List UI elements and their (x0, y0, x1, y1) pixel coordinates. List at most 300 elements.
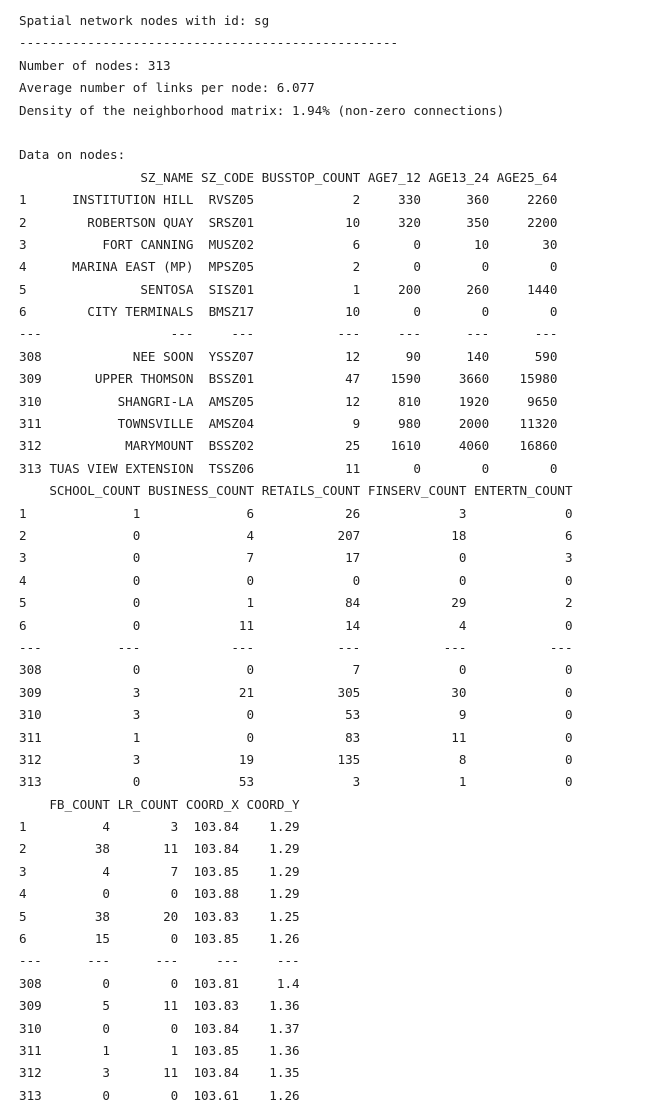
table-cell: 10 (261, 304, 361, 320)
table-row (19, 391, 573, 413)
table-cell: 1590 (367, 371, 421, 387)
data-label: Data on nodes: (19, 147, 126, 163)
table-cell: 30 (367, 684, 467, 700)
table-row (19, 906, 573, 928)
table-cell: 0 (49, 572, 141, 588)
table-cell: 103.84 (185, 1020, 239, 1036)
table-cell: 3660 (428, 371, 490, 387)
table-cell: 260 (428, 281, 490, 297)
table-cell: 0 (117, 931, 179, 947)
table-cell: 1 (49, 729, 141, 745)
table-cell: 350 (428, 214, 490, 230)
table-row (19, 368, 573, 390)
table-cell: 15 (49, 931, 111, 947)
table-cell: 1.36 (246, 998, 300, 1014)
row-index: --- (19, 326, 42, 342)
table-row (19, 435, 573, 457)
row-index: 310 (19, 707, 42, 723)
table-header-row (19, 480, 573, 502)
table-row (19, 727, 573, 749)
table-cell: 9 (367, 707, 467, 723)
table-cell: TUAS VIEW EXTENSION (49, 460, 194, 476)
table-cell: INSTITUTION HILL (49, 192, 194, 208)
table-header-row (19, 794, 573, 816)
column-header: BUSSTOP_COUNT (261, 169, 361, 185)
table-cell: 26 (261, 505, 361, 521)
table-cell: 0 (117, 975, 179, 991)
table-row (19, 189, 573, 211)
table-cell: --- (49, 953, 111, 969)
table-row (19, 279, 573, 301)
table-cell: 0 (367, 460, 421, 476)
row-index: --- (19, 639, 42, 655)
table-cell: --- (496, 326, 558, 342)
table-cell: 0 (474, 684, 573, 700)
table-cell: 38 (49, 841, 111, 857)
table-cell: 1440 (496, 281, 558, 297)
row-index: 5 (19, 595, 42, 611)
row-index: 312 (19, 751, 42, 767)
table-cell: 19 (147, 751, 255, 767)
table-cell: 0 (428, 304, 490, 320)
table-cell: BMSZ17 (201, 304, 255, 320)
column-header: SZ_NAME (49, 169, 194, 185)
table-cell: 11 (117, 1065, 179, 1081)
table-cell: 0 (496, 304, 558, 320)
table-cell: 103.85 (185, 863, 239, 879)
table-cell: --- (474, 639, 573, 655)
table-cell: 0 (474, 572, 573, 588)
table-cell: 6 (261, 236, 361, 252)
table-cell: MARINA EAST (MP) (49, 259, 194, 275)
table-cell: 9 (261, 416, 361, 432)
table-cell: 0 (49, 617, 141, 633)
table-cell: 0 (49, 886, 111, 902)
row-index: 2 (19, 527, 42, 543)
table-cell: 0 (49, 527, 141, 543)
table-row (19, 234, 573, 256)
table-cell: 0 (49, 550, 141, 566)
table-header-row (19, 167, 573, 189)
table-cell: 0 (367, 259, 421, 275)
table-cell: 1 (147, 595, 255, 611)
table-cell: 1610 (367, 438, 421, 454)
table-cell: 2260 (496, 192, 558, 208)
table-row (19, 950, 573, 972)
table-cell: 103.83 (185, 998, 239, 1014)
table-cell: 590 (496, 348, 558, 364)
table-cell: MPSZ05 (201, 259, 255, 275)
table-cell: AMSZ04 (201, 416, 255, 432)
row-index: 1 (19, 819, 42, 835)
table-row (19, 1085, 573, 1107)
table-cell: 0 (367, 304, 421, 320)
table-row (19, 525, 573, 547)
table-row (19, 771, 573, 793)
table-row (19, 1062, 573, 1084)
table-cell: 3 (117, 819, 179, 835)
row-index: 311 (19, 729, 42, 745)
table-cell: SENTOSA (49, 281, 194, 297)
table-cell: 83 (261, 729, 361, 745)
row-index: 1 (19, 192, 42, 208)
table-cell: 0 (147, 572, 255, 588)
table-cell: 305 (261, 684, 361, 700)
table-cell: 12 (261, 393, 361, 409)
table-cell: 135 (261, 751, 361, 767)
table-cell: BSSZ02 (201, 438, 255, 454)
separator-line: -------------------------------------------------- (19, 35, 399, 51)
row-index: 5 (19, 908, 42, 924)
table-cell: 6 (474, 527, 573, 543)
table-cell: 0 (474, 707, 573, 723)
table-cell: 3 (367, 505, 467, 521)
table-cell: 30 (496, 236, 558, 252)
row-index: 3 (19, 550, 42, 566)
table-cell: 320 (367, 214, 421, 230)
table-cell: 1.29 (246, 886, 300, 902)
table-row (19, 973, 573, 995)
table-cell: 17 (261, 550, 361, 566)
table-row (19, 704, 573, 726)
column-header: AGE25_64 (496, 169, 558, 185)
row-index: 312 (19, 438, 42, 454)
table-cell: 0 (261, 572, 361, 588)
table-row (19, 323, 573, 345)
table-cell: SHANGRI-LA (49, 393, 194, 409)
table-cell: 3 (261, 774, 361, 790)
matrix-density: Density of the neighborhood matrix: 1.94% (non-zero connections) (19, 102, 505, 118)
table-cell: 0 (147, 729, 255, 745)
table-row (19, 570, 573, 592)
table-row (19, 503, 573, 525)
row-index: 3 (19, 236, 42, 252)
table-row (19, 301, 573, 323)
table-cell: 1.4 (246, 975, 300, 991)
table-row (19, 659, 573, 681)
table-cell: --- (185, 953, 239, 969)
table-cell: --- (49, 326, 194, 342)
table-cell: 1 (117, 1042, 179, 1058)
row-index: 309 (19, 684, 42, 700)
column-header: SCHOOL_COUNT (49, 483, 141, 499)
table-row (19, 346, 573, 368)
row-index: 308 (19, 975, 42, 991)
row-index: 310 (19, 393, 42, 409)
output-title: Spatial network nodes with id: sg (19, 13, 270, 28)
column-header: RETAILS_COUNT (261, 483, 361, 499)
table-cell: CITY TERMINALS (49, 304, 194, 320)
table-cell: 4 (49, 863, 111, 879)
column-header: SZ_CODE (201, 169, 255, 185)
table-cell: 0 (496, 259, 558, 275)
table-nodes-part2 (19, 480, 573, 793)
table-cell: 0 (117, 1087, 179, 1103)
table-cell: 2 (261, 259, 361, 275)
table-cell: --- (201, 326, 255, 342)
table-cell: SRSZ01 (201, 214, 255, 230)
table-cell: 3 (49, 1065, 111, 1081)
table-cell: 0 (49, 1020, 111, 1036)
table-cell: 330 (367, 192, 421, 208)
table-cell: 3 (49, 684, 141, 700)
column-header: FINSERV_COUNT (367, 483, 467, 499)
table-cell: 200 (367, 281, 421, 297)
table-cell: 103.85 (185, 931, 239, 947)
table-cell: 84 (261, 595, 361, 611)
table-cell: 9650 (496, 393, 558, 409)
table-cell: 20 (117, 908, 179, 924)
table-cell: 4 (367, 617, 467, 633)
table-cell: 103.61 (185, 1087, 239, 1103)
table-cell: 1.29 (246, 841, 300, 857)
table-cell: 1.36 (246, 1042, 300, 1058)
table-cell: --- (49, 639, 141, 655)
table-cell: 47 (261, 371, 361, 387)
table-cell: 0 (367, 550, 467, 566)
table-row (19, 615, 573, 637)
node-count: Number of nodes: 313 (19, 57, 171, 73)
table-cell: 0 (428, 460, 490, 476)
row-index: 1 (19, 505, 42, 521)
table-cell: 38 (49, 908, 111, 924)
table-cell: 0 (49, 595, 141, 611)
table-cell: 360 (428, 192, 490, 208)
table-cell: 11 (367, 729, 467, 745)
table-cell: 103.84 (185, 841, 239, 857)
table-cell: 0 (474, 662, 573, 678)
table-cell: 2 (261, 192, 361, 208)
table-cell: 1.37 (246, 1020, 300, 1036)
table-cell: 7 (147, 550, 255, 566)
table-cell: 3 (49, 707, 141, 723)
table-row (19, 592, 573, 614)
table-cell: 0 (367, 236, 421, 252)
table-cell: 4 (147, 527, 255, 543)
row-index: 308 (19, 662, 42, 678)
table-cell: NEE SOON (49, 348, 194, 364)
table-nodes-part3 (19, 794, 573, 1107)
table-row (19, 547, 573, 569)
table-cell: 0 (474, 617, 573, 633)
table-cell: SISZ01 (201, 281, 255, 297)
table-row (19, 682, 573, 704)
row-index: 313 (19, 1087, 42, 1103)
table-cell: 1.29 (246, 819, 300, 835)
table-row (19, 861, 573, 883)
table-cell: 103.84 (185, 1065, 239, 1081)
table-cell: 8 (367, 751, 467, 767)
table-row (19, 838, 573, 860)
table-cell: TOWNSVILLE (49, 416, 194, 432)
table-cell: 90 (367, 348, 421, 364)
table-cell: 2200 (496, 214, 558, 230)
column-header: AGE13_24 (428, 169, 490, 185)
table-cell: RVSZ05 (201, 192, 255, 208)
row-index: 3 (19, 863, 42, 879)
table-cell: UPPER THOMSON (49, 371, 194, 387)
table-cell: --- (367, 326, 421, 342)
table-cell: 11 (261, 460, 361, 476)
table-cell: 103.83 (185, 908, 239, 924)
table-row (19, 816, 573, 838)
table-cell: 11 (117, 841, 179, 857)
table-cell: 25 (261, 438, 361, 454)
table-cell: 7 (261, 662, 361, 678)
table-cell: 0 (428, 259, 490, 275)
console-output (19, 10, 573, 1107)
row-index: 5 (19, 281, 42, 297)
table-cell: 0 (49, 774, 141, 790)
row-index: --- (19, 953, 42, 969)
table-cell: 207 (261, 527, 361, 543)
table-cell: 1.26 (246, 1087, 300, 1103)
row-index: 308 (19, 348, 42, 364)
table-cell: 103.88 (185, 886, 239, 902)
row-index: 6 (19, 304, 42, 320)
table-cell: BSSZ01 (201, 371, 255, 387)
table-cell: 53 (261, 707, 361, 723)
row-index: 311 (19, 1042, 42, 1058)
blank-line (19, 122, 573, 144)
row-index: 2 (19, 841, 42, 857)
table-cell: YSSZ07 (201, 348, 255, 364)
table-cell: 11 (117, 998, 179, 1014)
table-cell: --- (117, 953, 179, 969)
table-cell: --- (147, 639, 255, 655)
table-row (19, 458, 573, 480)
table-cell: 0 (49, 662, 141, 678)
row-index: 6 (19, 931, 42, 947)
table-cell: 1 (367, 774, 467, 790)
table-cell: 103.85 (185, 1042, 239, 1058)
table-cell: 103.84 (185, 819, 239, 835)
table-cell: 7 (117, 863, 179, 879)
average-links: Average number of links per node: 6.077 (19, 80, 315, 96)
row-index: 309 (19, 998, 42, 1014)
table-cell: 0 (474, 729, 573, 745)
table-cell: --- (367, 639, 467, 655)
row-index: 309 (19, 371, 42, 387)
table-cell: 0 (147, 707, 255, 723)
table-cell: 0 (117, 886, 179, 902)
table-cell: 0 (474, 774, 573, 790)
table-row (19, 749, 573, 771)
table-cell: AMSZ05 (201, 393, 255, 409)
table-row (19, 1018, 573, 1040)
row-index: 310 (19, 1020, 42, 1036)
table-cell: --- (261, 639, 361, 655)
table-cell: 0 (49, 1087, 111, 1103)
table-cell: 29 (367, 595, 467, 611)
table-cell: 12 (261, 348, 361, 364)
table-cell: 21 (147, 684, 255, 700)
column-header: COORD_Y (246, 796, 300, 812)
table-cell: 15980 (496, 371, 558, 387)
row-index: 312 (19, 1065, 42, 1081)
table-cell: 810 (367, 393, 421, 409)
table-cell: 53 (147, 774, 255, 790)
table-cell: 11 (147, 617, 255, 633)
row-index: 2 (19, 214, 42, 230)
table-cell: 1.29 (246, 863, 300, 879)
table-cell: 1920 (428, 393, 490, 409)
table-cell: 103.81 (185, 975, 239, 991)
row-index: 4 (19, 572, 42, 588)
table-row (19, 928, 573, 950)
table-cell: 2000 (428, 416, 490, 432)
table-cell: 4060 (428, 438, 490, 454)
table-cell: 10 (261, 214, 361, 230)
table-row (19, 883, 573, 905)
table-cell: 1 (261, 281, 361, 297)
table-row (19, 637, 573, 659)
column-header: FB_COUNT (49, 796, 111, 812)
table-cell: 10 (428, 236, 490, 252)
table-cell: MARYMOUNT (49, 438, 194, 454)
table-cell: 980 (367, 416, 421, 432)
column-header: ENTERTN_COUNT (474, 483, 573, 499)
table-cell: 16860 (496, 438, 558, 454)
table-cell: 1.26 (246, 931, 300, 947)
table-cell: 0 (474, 505, 573, 521)
table-cell: 0 (117, 1020, 179, 1036)
column-header: BUSINESS_COUNT (147, 483, 255, 499)
table-cell: 4 (49, 819, 111, 835)
table-cell: 11320 (496, 416, 558, 432)
row-index: 313 (19, 460, 42, 476)
table-row (19, 995, 573, 1017)
table-cell: 2 (474, 595, 573, 611)
table-cell: ROBERTSON QUAY (49, 214, 194, 230)
table-cell: 14 (261, 617, 361, 633)
column-header: LR_COUNT (117, 796, 179, 812)
column-header: AGE7_12 (367, 169, 421, 185)
table-cell: FORT CANNING (49, 236, 194, 252)
row-index: 311 (19, 416, 42, 432)
table-cell: 140 (428, 348, 490, 364)
table-row (19, 1040, 573, 1062)
table-cell: 0 (49, 975, 111, 991)
table-cell: 0 (147, 662, 255, 678)
column-header: COORD_X (185, 796, 239, 812)
row-index: 313 (19, 774, 42, 790)
table-cell: --- (246, 953, 300, 969)
table-cell: --- (428, 326, 490, 342)
table-cell: 1 (49, 1042, 111, 1058)
table-cell: 1 (49, 505, 141, 521)
table-cell: 18 (367, 527, 467, 543)
table-cell: --- (261, 326, 361, 342)
table-row (19, 256, 573, 278)
table-cell: 0 (496, 460, 558, 476)
table-cell: 1.35 (246, 1065, 300, 1081)
table-cell: 0 (367, 572, 467, 588)
table-cell: 1.25 (246, 908, 300, 924)
table-cell: 5 (49, 998, 111, 1014)
row-index: 4 (19, 259, 42, 275)
table-nodes-part1 (19, 167, 573, 480)
table-row (19, 413, 573, 435)
table-cell: 3 (474, 550, 573, 566)
row-index: 6 (19, 617, 42, 633)
table-cell: 6 (147, 505, 255, 521)
row-index: 4 (19, 886, 42, 902)
table-cell: MUSZ02 (201, 236, 255, 252)
table-row (19, 212, 573, 234)
table-cell: TSSZ06 (201, 460, 255, 476)
table-cell: 0 (367, 662, 467, 678)
